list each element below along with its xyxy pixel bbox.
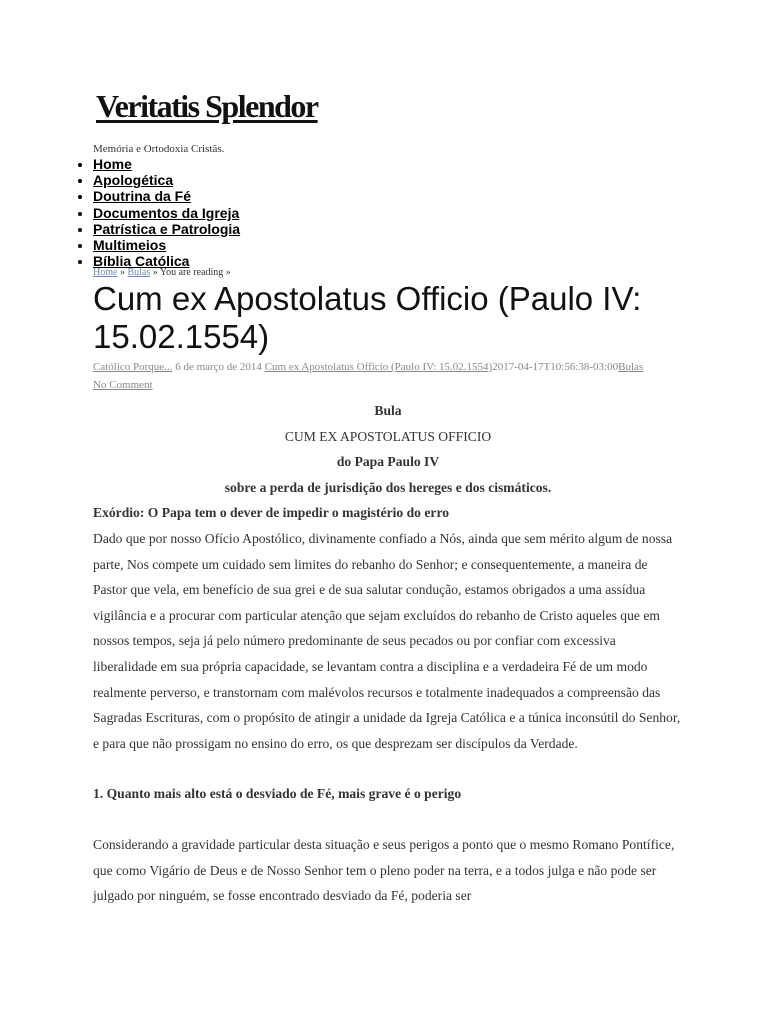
paragraph-1: Considerando a gravidade particular desta situação e seus perigos a ponto que o mesmo Romano Pontífice, que como Vigário de Deus e de Nosso Senhor tem o pleno poder na terra, e a todos julga e não pode ser julgado por ninguém, se fosse encontrado desviado da Fé, poderia ser <box>93 836 675 904</box>
nav-item-patristica <box>93 221 240 237</box>
site-tagline: Memória e Ortodoxia Cristãs. <box>93 143 225 155</box>
post-author-link[interactable]: Católico Porque... <box>93 361 173 373</box>
post-content <box>93 398 683 909</box>
doc-author: do Papa Paulo IV <box>336 454 440 470</box>
nav-link-doutrina[interactable]: Doutrina da Fé <box>93 188 192 205</box>
post-date: 6 de março de 2014 <box>172 361 265 373</box>
site-title[interactable]: Veritatis Splendor <box>96 88 318 124</box>
breadcrumb-separator: » <box>117 267 128 278</box>
nav-item-home <box>93 156 240 172</box>
post-comments-link[interactable]: No Comment <box>93 379 153 391</box>
main-nav <box>63 156 240 269</box>
breadcrumb-home-link[interactable]: Home <box>93 267 118 278</box>
nav-item-documentos <box>93 205 240 221</box>
post-category-link[interactable]: Bulas <box>618 361 644 373</box>
section-heading-exordio: Exórdio: O Papa tem o dever de impedir o magistério do erro <box>93 505 450 521</box>
breadcrumb <box>93 267 231 278</box>
doc-name: CUM EX APOSTOLATUS OFFICIO <box>284 428 492 444</box>
nav-item-multimeios <box>93 237 240 253</box>
nav-item-apologetica <box>93 172 240 188</box>
post-timestamp: 2017-04-17T10:56:38-03:00 <box>492 361 619 373</box>
nav-item-doutrina <box>93 188 240 204</box>
nav-link-multimeios[interactable]: Multimeios <box>93 237 167 254</box>
breadcrumb-current: » You are reading » <box>150 267 231 278</box>
doc-type: Bula <box>374 403 402 418</box>
nav-link-home[interactable]: Home <box>93 156 132 172</box>
post-meta <box>93 358 653 394</box>
post-permalink[interactable]: Cum ex Apostolatus Officio (Paulo IV: 15.02.1554) <box>264 361 493 373</box>
nav-link-patristica[interactable]: Patrística e Patrologia <box>93 220 241 237</box>
nav-link-documentos[interactable]: Documentos da Igreja <box>93 204 240 221</box>
nav-link-biblia[interactable]: Bíblia Católica <box>93 253 190 270</box>
doc-subject: sobre a perda de jurisdição dos hereges e dos cismáticos. <box>224 479 552 495</box>
post-title: Cum ex Apostolatus Officio (Paulo IV: 15.02.1554) <box>93 280 642 355</box>
paragraph-exordio: Dado que por nosso Ofício Apostólico, divinamente confiado a Nós, ainda que sem mérito algum de nossa parte, Nos compete um cuidado sem limites do rebanho do Senhor; e consequentemente, a maneira de Pastor que vela, em benefício de sua grei e de sua salutar condução, estamos obrigados a uma assídua vigilância e a procurar com particular atenção que sejam excluídos do rebanho de Cristo aqueles que em nossos tempos, seja já pelo número predominante de seus pecados ou por confiar com excessiva liberalidade em sua própria capacidade, se levantam contra a disciplina e a verdadeira Fé de um modo realmente perverso, e transtornam com malévolos recursos e totalmente inadequados a compreensão das Sagradas Escrituras, com o propósito de atingir a unidade da Igreja Católica e a túnica inconsútil do Senhor, e para que não prossigam no ensino do erro, os que desprezam ser discípulos da Verdade. <box>93 530 681 751</box>
section-heading-1: 1. Quanto mais alto está o desviado de Fé, mais grave é o perigo <box>93 786 462 802</box>
nav-link-apologetica[interactable]: Apologética <box>93 172 174 189</box>
breadcrumb-category-link[interactable]: Bulas <box>127 267 151 278</box>
